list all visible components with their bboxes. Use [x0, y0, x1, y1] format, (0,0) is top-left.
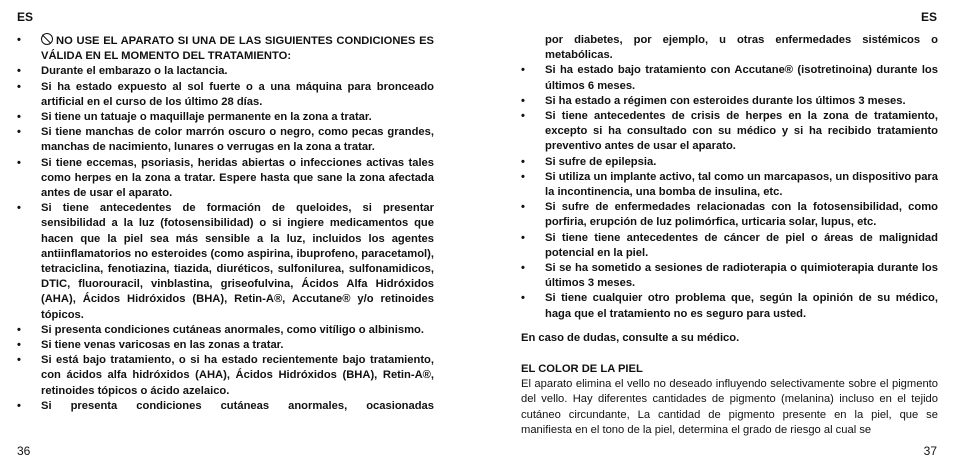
list-item: • Si tiene manchas de color marrón oscuro o negro, como pecas grandes, manchas de nacimiento, lunares o verrugas en la zona a tratar. — [17, 126, 434, 154]
section-heading: EL COLOR DE LA PIEL — [521, 363, 643, 376]
right-page — [477, 0, 954, 470]
contraindication-list — [521, 63, 938, 321]
section-paragraph: El aparato elimina el vello no deseado influyendo selectivamente sobre el pigmento del vello. Hay diferentes cantidades de pigmento (melanina) incluso en el tejido cutáneo circundante, La cantidad de pigmento presente en la piel, que se manifiesta en el tono de la piel, determina el grado de riesgo al cual se — [521, 378, 938, 436]
list-item: • Si tiene tiene antecedentes de cáncer de piel o áreas de malignidad potencial en la piel. — [521, 231, 938, 259]
doctor-advice-note: En caso de dudas, consulte a su médico. — [521, 331, 740, 344]
list-item: • Si presenta condiciones cutáneas anormales, como vitíligo o albinismo. — [17, 323, 424, 336]
list-item: • Si sufre de epilepsia. — [521, 155, 657, 168]
list-item: • Si tiene cualquier otro problema que, según la opinión de su médico, haga que el tratamiento no es seguro para usted. — [521, 292, 938, 320]
list-item: • Si tiene eccemas, psoriasis, heridas abiertas o infecciones activas tales como herpes en la zona a tratar. Espere hasta que sane la zona afectada antes de usar el aparato. — [17, 156, 434, 200]
list-item: • Si tiene un tatuaje o maquillaje permanente en la zona a tratar. — [17, 111, 372, 124]
contraindication-list — [17, 33, 434, 414]
list-item: • Si tiene antecedentes de crisis de herpes en la zona de tratamiento, excepto si ha consultado con su médico y si ha recibido tratamiento preventivo antes de usar el aparato. — [521, 110, 938, 153]
list-item: • Si tiene venas varicosas en las zonas a tratar. — [17, 339, 284, 352]
continued-item-text: por diabetes, por ejemplo, u otras enfermedades sistémicos o metabólicas. — [545, 34, 938, 62]
list-item: • Durante el embarazo o la lactancia. — [17, 65, 228, 78]
list-item: • Si ha estado bajo tratamiento con Accutane® (isotretinoina) durante los últimos 6 meses. — [521, 64, 938, 92]
contraindications-column-left — [17, 33, 434, 414]
list-item: • Si ha estado a régimen con esteroides durante los últimos 3 meses. — [521, 94, 906, 107]
page-number: 36 — [17, 444, 31, 458]
list-item: • Si se ha sometido a sesiones de radioterapia o quimioterapia durante los últimos 3 meses. — [521, 262, 938, 290]
list-item: • Si ha estado expuesto al sol fuerte o a una máquina para bronceado artificial en el curso de los último 28 días. — [17, 80, 434, 108]
list-item: • Si sufre de enfermedades relacionadas con la fotosensibilidad, como porfiria, erupción de luz polimórfica, urticaria solar, lupus, etc. — [521, 201, 938, 229]
page-number: 37 — [923, 444, 937, 458]
language-code: ES — [17, 10, 34, 24]
list-item: • Si tiene antecedentes de formación de queloides, si presentar sensibilidad a la luz (fotosensibilidad) o si ingiere medicamentos que hacen que la piel sea más sensible a la luz, incluidos los agentes antiinflamatorios no esteroides (como aspirina, ibuprofeno, paracetamol), tetraciclina, fenotiazina, tiazida, diuréticos, sulfonilurea, sulfonamidicos, DTIC, fluorouracil, vinblastina, griseofulvina, Ácidos Alfa Hidróxidos (AHA), Ácidos Hidróxidos (BHA), Retin-A®, Accutane® y/o retinoides tópicos. — [17, 202, 434, 321]
list-item: • Si utiliza un implante activo, tal como un marcapasos, un dispositivo para la incontinencia, una bomba de insulina, etc. — [521, 170, 938, 199]
language-code: ES — [920, 10, 937, 24]
contraindications-column-right — [521, 33, 938, 438]
list-item: • Si está bajo tratamiento, o si ha estado recientemente bajo tratamiento, con ácidos alfa hidróxidos (AHA), Ácidos Hidróxidos (BHA), Retin-A®, retinoides tópicos o ácido azelaico. — [17, 354, 434, 397]
list-item: • NO USE EL APARATO SI UNA DE LAS SIGUIENTES CONDICIONES ES VÁLIDA EN EL MOMENTO DEL TRATAMIENTO: — [17, 34, 434, 63]
prohibited-icon — [41, 33, 53, 45]
list-item: • Si presenta condiciones cutáneas anormales, ocasionadas — [17, 399, 434, 412]
